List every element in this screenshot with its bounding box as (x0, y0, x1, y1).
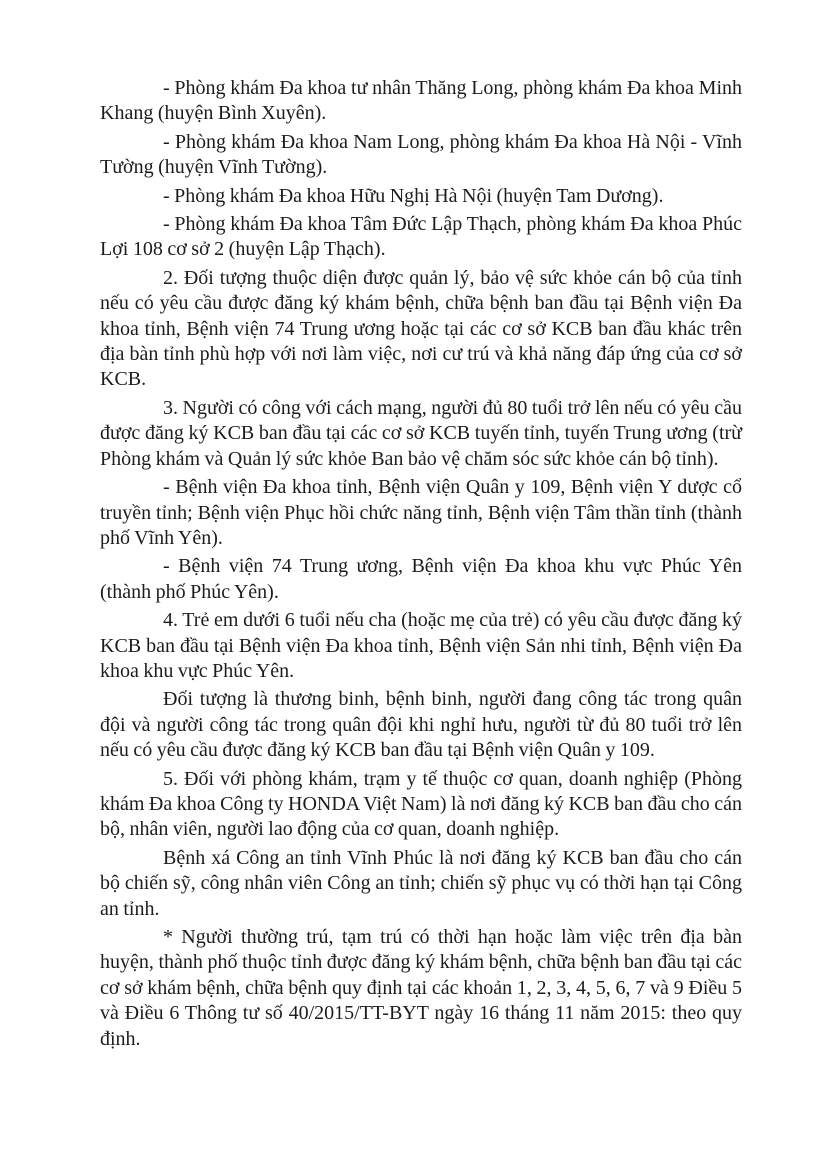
paragraph: Bệnh xá Công an tỉnh Vĩnh Phúc là nơi đăng ký KCB ban đầu cho cán bộ chiến sỹ, công nhân viên Công an tỉnh; chiến sỹ phục vụ có thời hạn tại Công an tỉnh. (100, 846, 742, 920)
paragraph: - Phòng khám Đa khoa Hữu Nghị Hà Nội (huyện Tam Dương). (163, 184, 664, 207)
paragraph: * Người thường trú, tạm trú có thời hạn hoặc làm việc trên địa bàn huyện, thành phố thuộc tỉnh được đăng ký khám bệnh, chữa bệnh ban đầu tại các cơ sở khám bệnh, chữa bệnh quy định tại các khoản 1, 2, 3, 4, 5, 6, 7 và 9 Điều 5 và Điều 6 Thông tư số 40/2015/TT-BYT ngày 16 tháng 11 năm 2015: theo quy định. (100, 926, 742, 1050)
paragraph: - Phòng khám Đa khoa Nam Long, phòng khám Đa khoa Hà Nội - Vĩnh Tường (huyện Vĩnh Tường). (100, 130, 742, 179)
document-body-text (100, 76, 742, 1055)
paragraph: 5. Đối với phòng khám, trạm y tế thuộc cơ quan, doanh nghiệp (Phòng khám Đa khoa Công ty HONDA Việt Nam) là nơi đăng ký KCB ban đầu cho cán bộ, nhân viên, người lao động của cơ quan, doanh nghiệp. (100, 767, 742, 841)
paragraph: - Bệnh viện 74 Trung ương, Bệnh viện Đa khoa khu vực Phúc Yên (thành phố Phúc Yên). (100, 555, 742, 603)
paragraph: - Phòng khám Đa khoa tư nhân Thăng Long, phòng khám Đa khoa Minh Khang (huyện Bình Xuyên). (100, 77, 742, 125)
paragraph: - Bệnh viện Đa khoa tỉnh, Bệnh viện Quân y 109, Bệnh viện Y dược cổ truyền tỉnh; Bệnh viện Phục hồi chức năng tỉnh, Bệnh viện Tâm thần tỉnh (thành phố Vĩnh Yên). (100, 476, 742, 549)
paragraph: 3. Người có công với cách mạng, người đủ 80 tuổi trở lên nếu có yêu cầu được đăng ký KCB ban đầu tại các cơ sở KCB tuyến tỉnh, tuyến Trung ương (trừ Phòng khám và Quản lý sức khỏe Ban bảo vệ chăm sóc sức khỏe cán bộ tỉnh). (100, 396, 742, 470)
paragraph: - Phòng khám Đa khoa Tâm Đức Lập Thạch, phòng khám Đa khoa Phúc Lợi 108 cơ sở 2 (huyện Lập Thạch). (100, 213, 742, 261)
paragraph: 4. Trẻ em dưới 6 tuổi nếu cha (hoặc mẹ của trẻ) có yêu cầu được đăng ký KCB ban đầu tại Bệnh viện Đa khoa tỉnh, Bệnh viện Sản nhi tỉnh, Bệnh viện Đa khoa khu vực Phúc Yên. (100, 609, 742, 682)
paragraph: Đối tượng là thương binh, bệnh binh, người đang công tác trong quân đội và người công tác trong quân đội khi nghỉ hưu, người từ đủ 80 tuổi trở lên nếu có yêu cầu được đăng ký KCB ban đầu tại Bệnh viện Quân y 109. (100, 688, 742, 762)
paragraph: 2. Đối tượng thuộc diện được quản lý, bảo vệ sức khỏe cán bộ của tỉnh nếu có yêu cầu được đăng ký khám bệnh, chữa bệnh ban đầu tại Bệnh viện Đa khoa tỉnh, Bệnh viện 74 Trung ương hoặc tại các cơ sở KCB ban đầu khác trên địa bàn tỉnh phù hợp với nơi làm việc, nơi cư trú và khả năng đáp ứng của cơ sở KCB. (100, 266, 742, 391)
